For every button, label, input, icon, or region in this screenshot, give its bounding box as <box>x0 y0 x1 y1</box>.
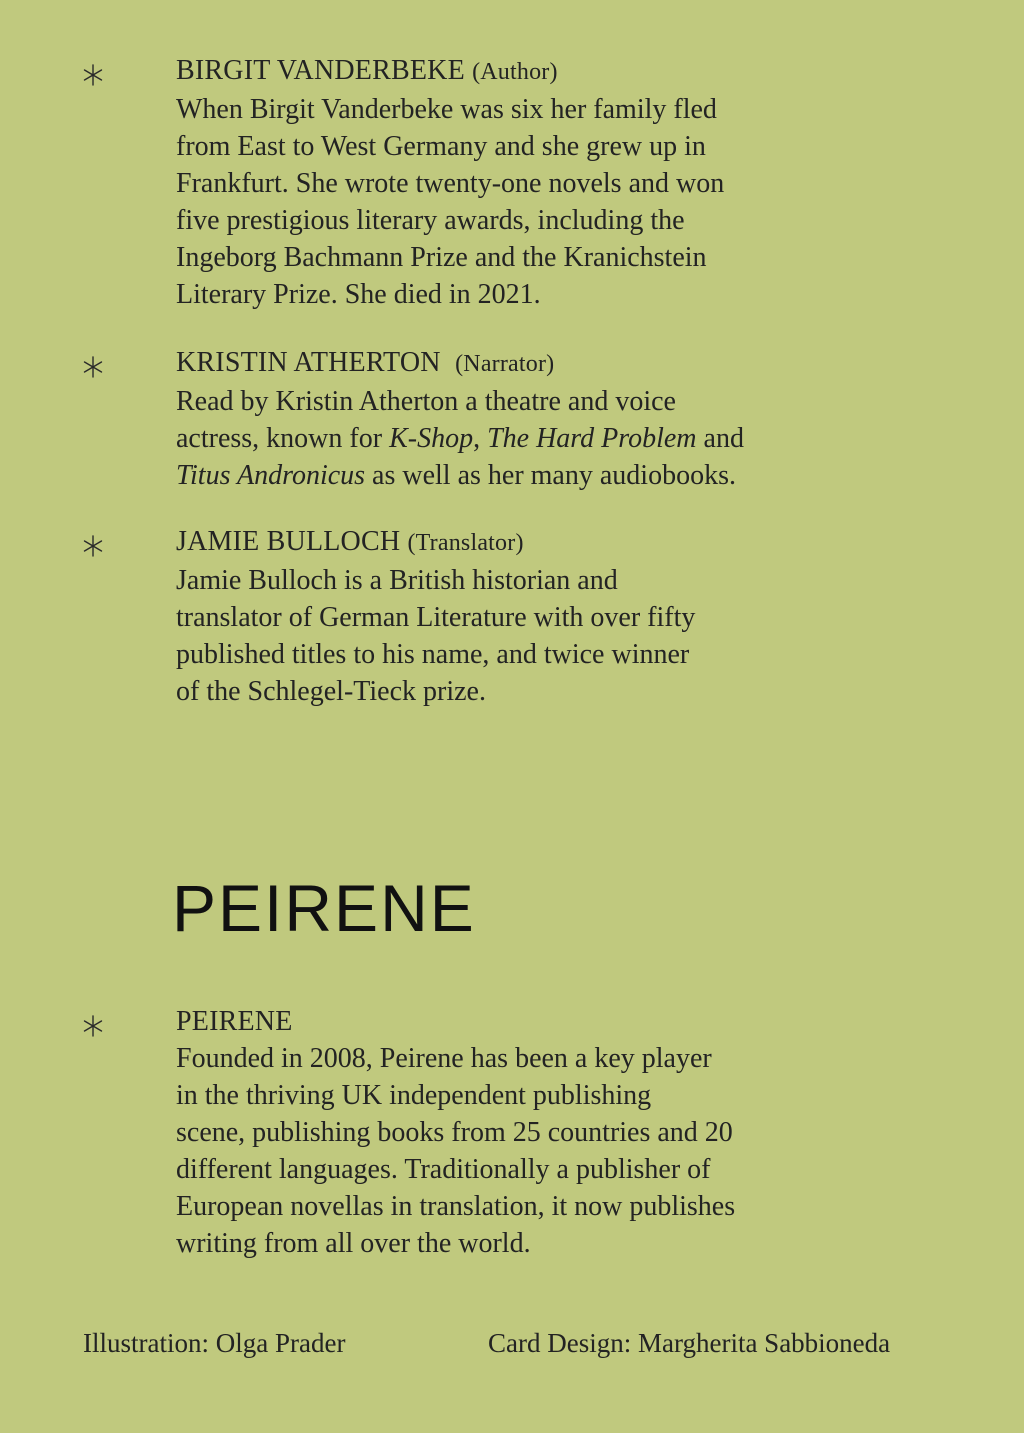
publisher-bio-line: in the thriving UK independent publishing <box>176 1080 652 1111</box>
author-role: (Author) <box>472 59 558 85</box>
translator-role: (Translator) <box>407 530 524 556</box>
author-bio-line: Frankfurt. She wrote twenty-one novels and won <box>176 168 725 199</box>
narrator-heading <box>176 344 856 383</box>
work-title: K-Shop <box>389 423 474 454</box>
design-credit: Card Design: Margherita Sabbioneda <box>488 1328 891 1358</box>
author-bio <box>176 91 856 313</box>
narrator-bio-text: actress, known for <box>176 423 390 454</box>
author-bio-line: Literary Prize. She died in 2021. <box>176 279 541 310</box>
asterisk-star-icon <box>80 533 106 559</box>
narrator-role: (Narrator) <box>455 351 555 377</box>
narrator-bio-text: and <box>696 423 744 454</box>
publisher-bio-line: Founded in 2008, Peirene has been a key player <box>176 1043 712 1074</box>
translator-name: JAMIE BULLOCH <box>176 526 401 557</box>
publisher-bio <box>176 1040 856 1262</box>
narrator-bio-text: as well as her many audiobooks. <box>365 460 736 491</box>
translator-bio-line: translator of German Literature with over fifty <box>176 602 696 633</box>
translator-bio-line: of the Schlegel-Tieck prize. <box>176 676 486 707</box>
work-title: The Hard Problem <box>487 423 697 454</box>
narrator-bio <box>176 383 856 494</box>
author-heading <box>176 52 856 91</box>
translator-bio-line: published titles to his name, and twice winner <box>176 639 690 670</box>
separator: , <box>473 423 488 454</box>
work-title: Titus Andronicus <box>176 460 366 491</box>
translator-bio <box>176 562 856 710</box>
narrator-name: KRISTIN ATHERTON <box>176 347 441 378</box>
publisher-bio-line: writing from all over the world. <box>176 1228 531 1259</box>
publisher-bio-line: scene, publishing books from 25 countries and 20 <box>176 1117 733 1148</box>
translator-bio-line: Jamie Bulloch is a British historian and <box>176 565 618 596</box>
publisher-heading: PEIRENE <box>176 1006 293 1037</box>
asterisk-star-icon <box>80 354 106 380</box>
narrator-bio-line: Read by Kristin Atherton a theatre and voice <box>176 386 676 417</box>
asterisk-star-icon <box>80 1013 106 1039</box>
asterisk-star-icon <box>80 62 106 88</box>
author-name: BIRGIT VANDERBEKE <box>176 55 465 86</box>
translator-heading <box>176 523 856 562</box>
publisher-bio-line: different languages. Traditionally a publisher of <box>176 1154 711 1185</box>
author-bio-line: five prestigious literary awards, including the <box>176 205 685 236</box>
publisher-logo: PEIRENE <box>172 871 476 945</box>
author-bio-line: from East to West Germany and she grew up in <box>176 131 706 162</box>
illustration-credit: Illustration: Olga Prader <box>83 1328 346 1358</box>
author-bio-line: Ingeborg Bachmann Prize and the Kranichstein <box>176 242 707 273</box>
publisher-bio-line: European novellas in translation, it now publishes <box>176 1191 736 1222</box>
author-bio-line: When Birgit Vanderbeke was six her family fled <box>176 94 717 125</box>
